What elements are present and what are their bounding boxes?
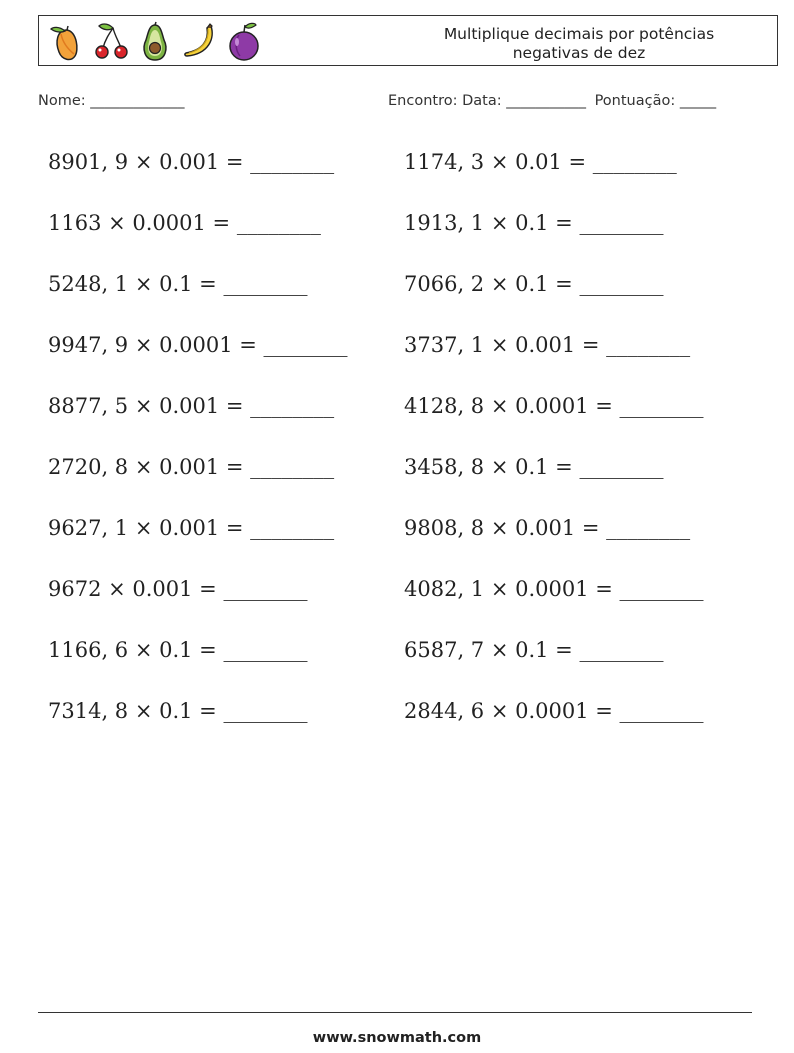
problem-19: 7314, 8 × 0.1 = ________ [48,699,308,723]
problem-6: 7066, 2 × 0.1 = ________ [404,272,664,296]
problem-4: 1913, 1 × 0.1 = ________ [404,211,664,235]
footer-divider [38,1012,752,1013]
footer-site[interactable]: www.snowmath.com [312,1030,482,1046]
score-blank[interactable]: _____ [679,93,717,109]
title-line-1: Multiplique decimais por potências [443,25,715,43]
problem-9: 8877, 5 × 0.001 = ________ [48,394,335,418]
problem-18: 6587, 7 × 0.1 = ________ [404,638,664,662]
worksheet-title [429,25,729,63]
problem-8: 3737, 1 × 0.001 = ________ [404,333,691,357]
problem-7: 9947, 9 × 0.0001 = ________ [48,333,348,357]
score-label: Pontuação: [594,93,676,109]
problem-10: 4128, 8 × 0.0001 = ________ [404,394,704,418]
problem-13: 9627, 1 × 0.001 = ________ [48,516,335,540]
avocado-icon [135,20,175,64]
plum-icon [223,20,263,64]
banana-icon [179,20,219,64]
name-field [38,93,185,109]
name-blank[interactable]: _____________ [90,93,185,109]
problem-1: 8901, 9 × 0.001 = ________ [48,150,335,174]
date-label: Encontro: Data: [388,93,502,109]
problem-14: 9808, 8 × 0.001 = ________ [404,516,691,540]
header-box [38,15,778,66]
title-line-2: negativas de dez [512,44,646,62]
mango-icon [47,20,87,64]
problem-3: 1163 × 0.0001 = ________ [48,211,321,235]
problem-5: 5248, 1 × 0.1 = ________ [48,272,308,296]
cherries-icon [91,20,131,64]
name-label: Nome: [38,93,86,109]
problem-17: 1166, 6 × 0.1 = ________ [48,638,308,662]
date-blank[interactable]: ___________ [506,93,586,109]
problem-2: 1174, 3 × 0.01 = ________ [404,150,677,174]
problem-20: 2844, 6 × 0.0001 = ________ [404,699,704,723]
problem-11: 2720, 8 × 0.001 = ________ [48,455,335,479]
fruit-icons [47,20,263,64]
problem-15: 9672 × 0.001 = ________ [48,577,308,601]
problem-12: 3458, 8 × 0.1 = ________ [404,455,664,479]
date-score-field [388,93,716,109]
problem-16: 4082, 1 × 0.0001 = ________ [404,577,704,601]
